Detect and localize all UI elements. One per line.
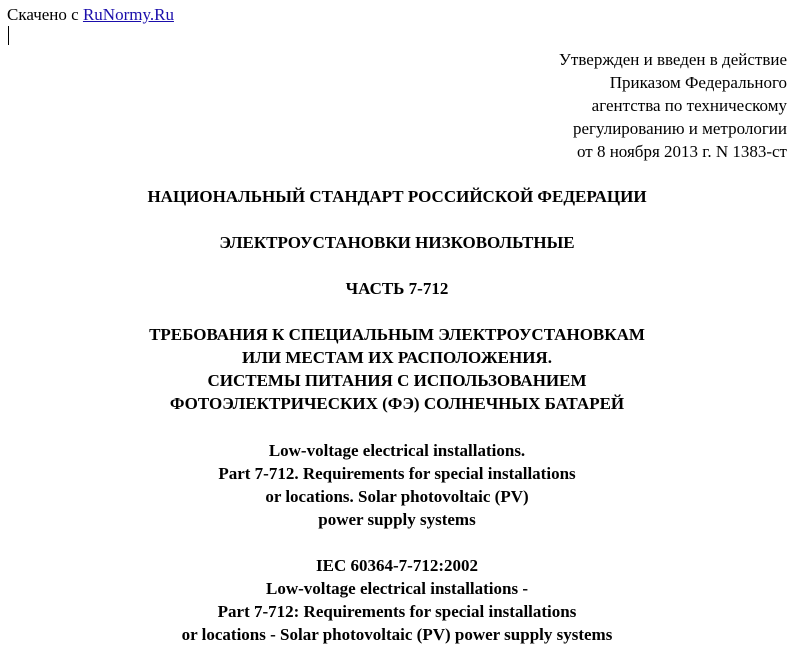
part-heading (0, 277, 794, 300)
approval-line: регулированию и метрологии (572, 119, 787, 138)
english-title-line: Part 7-712. Requirements for special installations (218, 464, 576, 483)
approval-line: от 8 ноября 2013 г. N 1383-ст (577, 142, 787, 161)
document-title-heading (0, 231, 794, 254)
source-line (7, 3, 174, 26)
subtitle-block (0, 323, 794, 415)
iec-line: or locations - Solar photovoltaic (PV) power supply systems (181, 625, 613, 644)
standard-type: НАЦИОНАЛЬНЫЙ СТАНДАРТ РОССИЙСКОЙ ФЕДЕРАЦИИ (147, 187, 647, 206)
part-number: ЧАСТЬ 7-712 (345, 279, 449, 298)
subtitle-line: ИЛИ МЕСТАМ ИХ РАСПОЛОЖЕНИЯ. (242, 348, 552, 367)
approval-line: агентства по техническому (591, 96, 787, 115)
iec-line: Part 7-712: Requirements for special installations (217, 602, 577, 621)
approval-line: Утвержден и введен в действие (558, 50, 787, 69)
iec-line: Low-voltage electrical installations - (265, 579, 529, 598)
approval-block (559, 48, 787, 163)
source-link[interactable]: RuNormy.Ru (82, 5, 174, 24)
iec-reference-block (0, 554, 794, 646)
text-cursor (8, 26, 9, 45)
iec-line: IEC 60364-7-712:2002 (316, 556, 478, 575)
standard-type-heading (0, 185, 794, 208)
source-prefix: Скачено с (7, 5, 83, 24)
english-title-line: or locations. Solar photovoltaic (PV) (265, 487, 529, 506)
subtitle-line: СИСТЕМЫ ПИТАНИЯ С ИСПОЛЬЗОВАНИЕМ (207, 371, 587, 390)
approval-line: Приказом Федерального (609, 73, 787, 92)
english-title-block (0, 439, 794, 531)
subtitle-line: ФОТОЭЛЕКТРИЧЕСКИХ (ФЭ) СОЛНЕЧНЫХ БАТАРЕЙ (169, 394, 625, 413)
subtitle-line: ТРЕБОВАНИЯ К СПЕЦИАЛЬНЫМ ЭЛЕКТРОУСТАНОВКАМ (149, 325, 645, 344)
english-title-line: Low-voltage electrical installations. (268, 441, 526, 460)
document-title: ЭЛЕКТРОУСТАНОВКИ НИЗКОВОЛЬТНЫЕ (219, 233, 575, 252)
english-title-line: power supply systems (318, 510, 476, 529)
